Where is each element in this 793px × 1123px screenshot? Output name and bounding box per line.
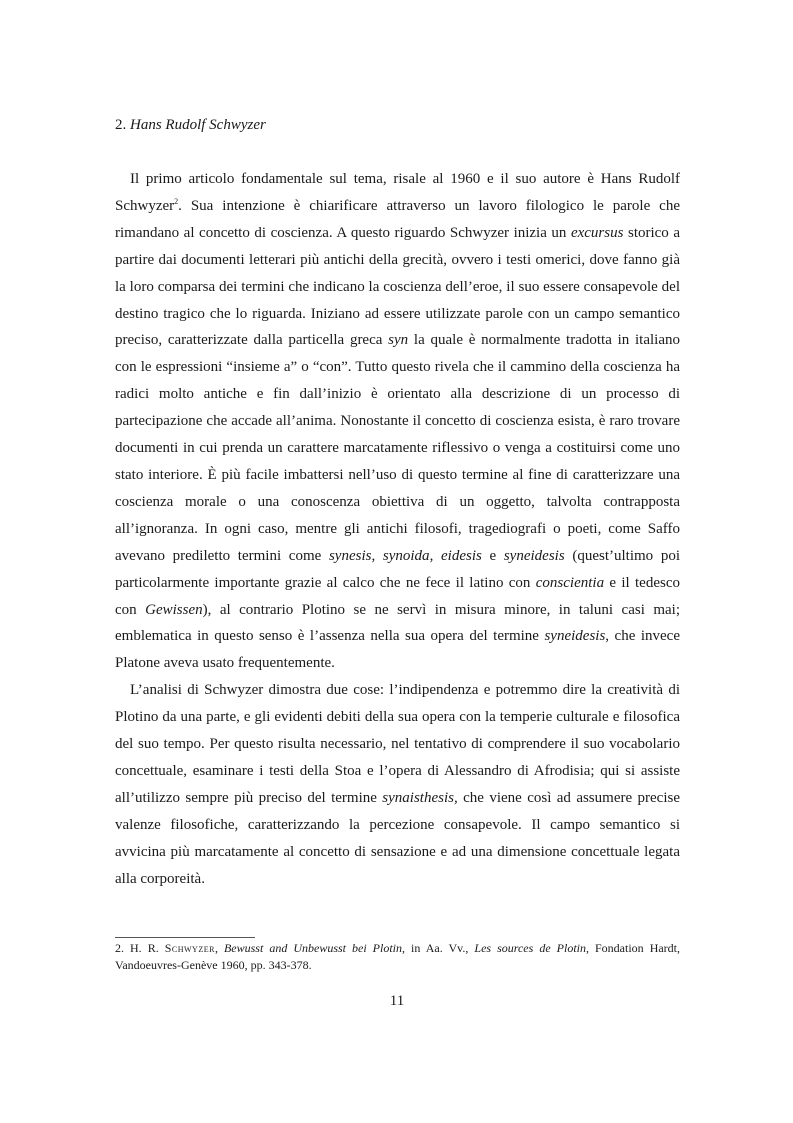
- italic-term: syneidesis: [544, 628, 606, 645]
- text-run: L’analisi di Schwyzer dimostra due cose: l’indipendenza e potremmo dire la creatività di Plotino da una parte, e gli evidenti debiti della sua opera con la temperie culturale e filosofica del suo tempo. Per questo risulta necessario, nel tentativo di comprendere il suo vocabolario concettuale, esaminare i testi della Stoa e l’opera di Alessandro di Afrodisia; qui si assiste all’utilizzo sempre più preciso del termine: [115, 682, 680, 806]
- text-run: storico a partire dai documenti letterari più antichi della grecità, ovvero i testi omerici, dove fanno già la loro comparsa dei termini che indicano la coscienza dell’eroe, il suo essere consapevole del destino tragico che lo riguarda. Iniziano ad essere utilizzate parole con un campo semantico preciso, caratterizzate dalla particella greca: [115, 224, 680, 349]
- section-title: Hans Rudolf Schwyzer: [130, 117, 266, 133]
- footnote-collection-title: Les sources de Plotin: [474, 941, 586, 955]
- italic-term: conscientia: [535, 574, 605, 591]
- footnote-author: Schwyzer: [164, 941, 215, 955]
- footnote-text: 2. H. R.: [115, 941, 165, 955]
- italic-term: Gewissen: [145, 601, 203, 618]
- text-run: e il tedesco con: [115, 574, 680, 618]
- section-number: 2.: [115, 117, 127, 133]
- text-run: che viene così ad assumere precise valenze filosofiche, caratterizzando la percezione consapevole. Il campo semantico si avvicina più marcatamente al concetto di sensazione e ad una dimensione concettuale legata alla corporeità.: [115, 789, 680, 887]
- text-run: e: [481, 547, 504, 564]
- paragraph-2: [115, 677, 680, 892]
- footnote-text: ,: [214, 941, 224, 955]
- italic-term: excursus: [570, 224, 624, 241]
- text-run: ), al contrario Plotino se ne servì in misura minore, in taluni casi mai; emblematica in questo senso è l’assenza nella sua opera del termine: [115, 601, 680, 645]
- footnote-separator: [115, 937, 255, 938]
- text-run: ,: [429, 547, 441, 564]
- footnote: [115, 940, 680, 974]
- footnote-ref[interactable]: 2: [174, 196, 179, 206]
- italic-term: synoida: [382, 547, 430, 564]
- footnote-text: , in Aa. Vv.,: [402, 941, 475, 955]
- text-run: la quale è normalmente tradotta in italiano con le espressioni “insieme a” o “con”. Tutto questo rivela che il cammino della coscienza ha radici molto antiche e fin dall’inizio è orientato alla descrizione di un processo di partecipazione che accade all’anima. Nonostante il concetto di coscienza esista, è raro trovare documenti in cui prenda un carattere marcatamente riflessivo o venga a costituirsi come uno stato interiore. È più facile imbattersi nell’uso di questo termine al fine di caratterizzare una coscienza morale o una conoscenza obiettiva di un oggetto, talvolta contrapposta all’ignoranza. In ogni caso, mentre gli antichi filosofi, tragediografi o poeti, come Saffo avevano prediletto termini come: [115, 332, 681, 564]
- page-number: 11: [389, 993, 405, 1009]
- body-text: [115, 166, 680, 892]
- text-run: (quest’ultimo poi particolarmente importante grazie al calco che ne fece il latino con: [115, 547, 681, 591]
- italic-term: syneidesis: [503, 547, 565, 564]
- italic-term: eidesis: [441, 547, 482, 564]
- footnote-text: , Fondation Hardt, Vandoeuvres-Genève 1960, pp. 343-378.: [115, 941, 681, 972]
- paragraph-1: [115, 166, 680, 677]
- footnote-work-title: Bewusst and Unbewusst bei Plotin: [223, 941, 403, 955]
- text-run: . Sua intenzione è chiarificare attraverso un lavoro filologico le parole che rimandano al concetto di coscienza. A questo riguardo Schwyzer inizia un: [115, 197, 680, 241]
- italic-term: syn: [388, 332, 409, 349]
- section-heading: [115, 114, 266, 136]
- text-run: ,: [371, 547, 383, 564]
- text-run: Il primo articolo fondamentale sul tema, risale al 1960 e il suo autore è Hans Rudolf Schwyzer: [115, 171, 680, 214]
- italic-term: synesis: [328, 547, 372, 564]
- text-run: , che invece Platone aveva usato frequentemente.: [115, 628, 680, 672]
- italic-term: synaisthesis,: [382, 789, 458, 806]
